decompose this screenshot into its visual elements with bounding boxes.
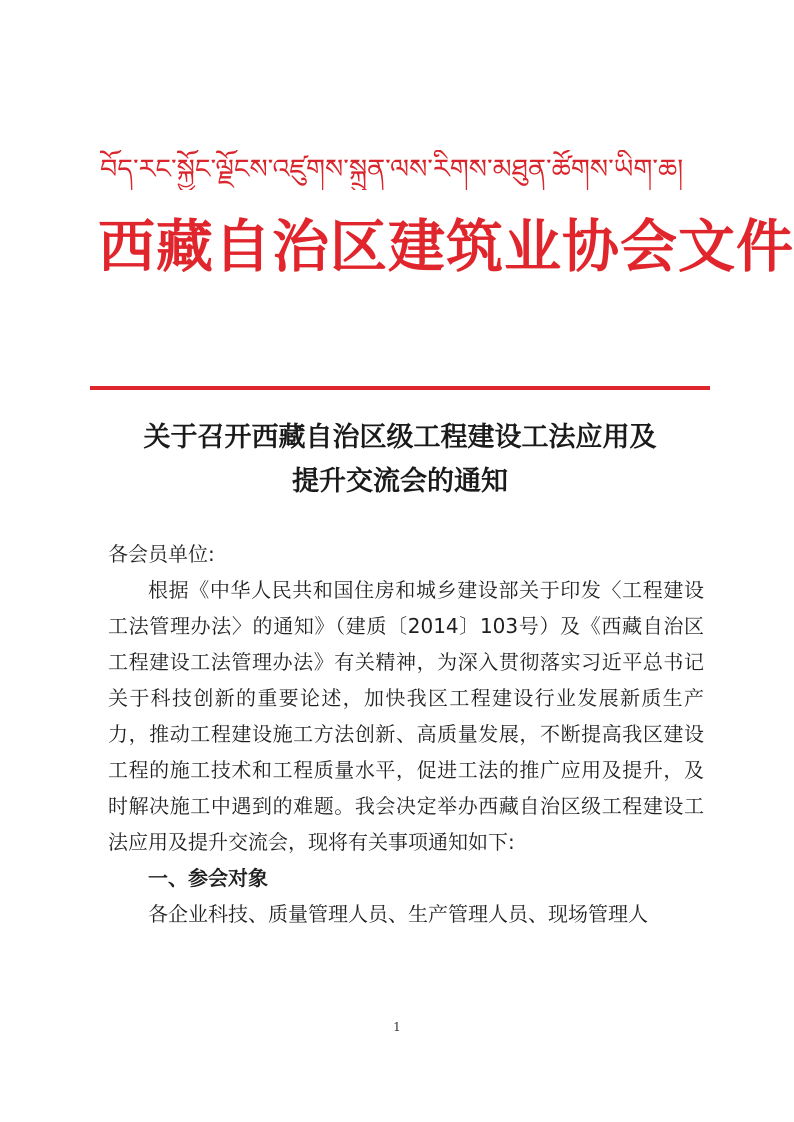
notice-title [100, 416, 700, 504]
notice-title-line-2: 提升交流会的通知 [292, 466, 508, 497]
page-number: 1 [393, 1020, 401, 1034]
notice-title-line-1: 关于召开西藏自治区级工程建设工法应用及 [143, 422, 657, 453]
tibetan-org-title: བོད་རང་སྐྱོང་ལྗོངས་འཛུགས་སྐྲུན་ལས་རིགས་མཐུན་ཚོགས་ཡིག་ཆ། [100, 154, 684, 185]
body-paragraph-1: 根据《中华人民共和国住房和城乡建设部关于印发〈工程建设工法管理办法〉的通知》（建质〔2014〕103号）及《西藏自治区工程建设工法管理办法》有关精神，为深入贯彻落实习近平总书记关于科技创新的重要论述，加快我区工程建设行业发展新质生产力，推动工程建设施工方法创新、高质量发展，不断提高我区建设工程的施工技术和工程质量水平，促进工法的推广应用及提升，及时解决施工中遇到的难题。我会决定举办西藏自治区级工程建设工法应用及提升交流会，现将有关事项通知如下: [108, 578, 704, 854]
section-heading-1: 一、参会对象 [148, 866, 268, 890]
org-document-title: 西藏自治区建筑业协会文件 [98, 213, 794, 280]
salutation: 各会员单位: [108, 542, 215, 566]
red-divider-line [90, 386, 710, 390]
notice-body [108, 536, 704, 932]
section-1-text: 各企业科技、质量管理人员、生产管理人员、现场管理人 [148, 902, 648, 926]
